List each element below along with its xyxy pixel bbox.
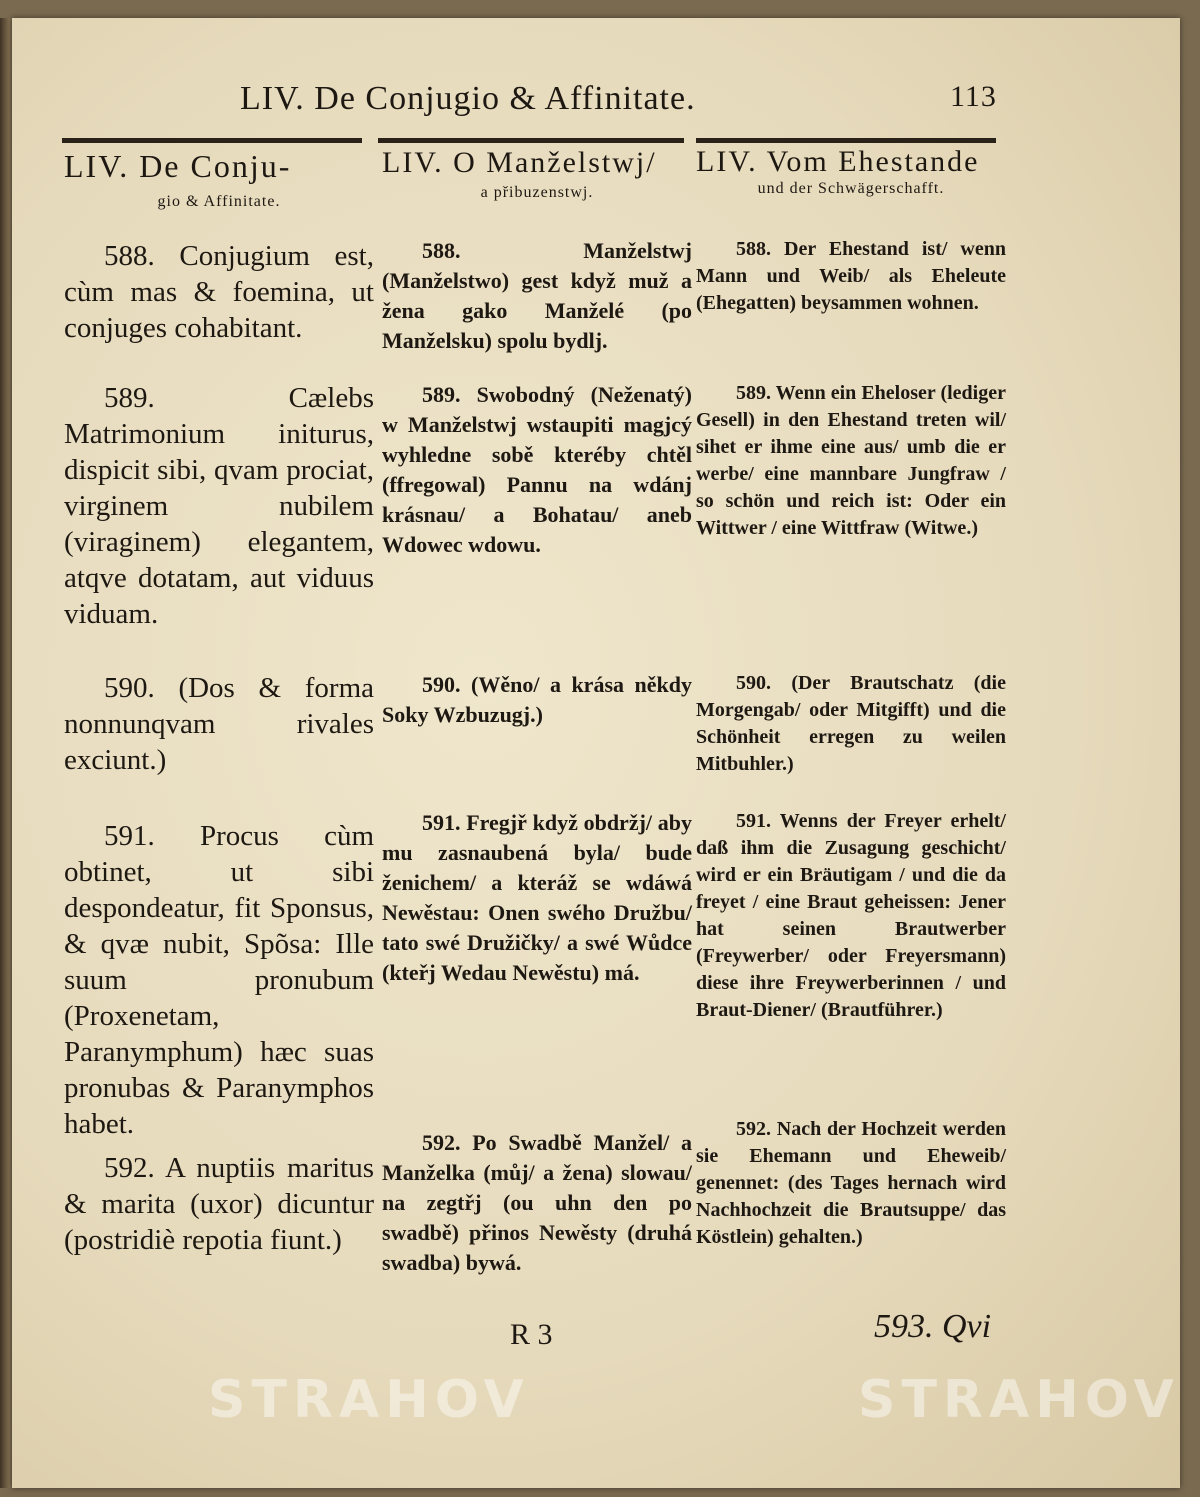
column-latin <box>64 148 374 1256</box>
german-entry-590: 590. (Der Brautschatz (die Morgengab/ oder Mitgifft) und die Schönheit erregen zu weilen Mitbuhler.) <box>696 672 1006 775</box>
czech-entry-590: 590. (Wěno/ a krása někdy Soky Wzbuzugj.) <box>382 672 692 727</box>
german-subheading: und der Schwägerschafft. <box>757 180 945 197</box>
german-entry-592: 592. Nach der Hochzeit werden sie Ehemann und Eheweib/ genennet: (des Tages hernach wird Nachhochzeit die Brautsuppe/ das Köstlein) gehalten.) <box>696 1118 1006 1248</box>
latin-entry-592: 592. A nuptiis maritus & marita (uxor) dicuntur (postridiè repotia fiunt.) <box>64 1152 374 1256</box>
running-head-title: LIV. De Conjugio & Affinitate. <box>240 80 696 117</box>
latin-heading: LIV. De Conju- <box>64 148 292 184</box>
latin-entry-591: 591. Procus cùm obtinet, ut sibi despondeatur, fit Sponsus, & qvæ nubit, Spõsa: Ille suum pronubum (Proxenetam, Paranymphum) hæc suas pronubas & Paranymphos habet. <box>64 820 374 1140</box>
page-number: 113 <box>950 80 997 113</box>
czech-entry-589: 589. Swobodný (Neženatý) w Manželstwj wstaupiti magjcý wyhledne sobě kteréby chtěl (ffregowal) Pannu na wdánj krásnau/ a Bohatau/ aneb Wdowec wdowu. <box>382 382 692 557</box>
signature-mark: R 3 <box>510 1318 553 1351</box>
latin-entry-589: 589. Cælebs Matrimonium initurus, dispicit sibi, qvam prociat, virginem nubilem (viraginem) elegantem, atqve dotatam, aut viduus viduam. <box>64 382 374 630</box>
latin-subheading: gio & Affinitate. <box>157 193 281 210</box>
library-watermark: STRAHOV <box>208 1370 530 1430</box>
book-page <box>12 18 1180 1488</box>
german-entry-589: 589. Wenn ein Eheloser (lediger Gesell) in den Ehestand treten wil/ sihet er ihme eine aus/ umb die er werbe/ eine mannbare Jungfraw / so schön und reich ist: Oder ein Wittwer / eine Wittfraw (Witwe.) <box>696 382 1006 539</box>
column-rule-german <box>696 138 996 143</box>
catchword: 593. Qvi <box>874 1308 992 1345</box>
czech-subheading: a přibuzenstwj. <box>480 184 594 201</box>
latin-entry-588: 588. Conjugium est, cùm mas & foemina, ut conjuges cohabitant. <box>64 240 374 344</box>
column-rule-latin <box>62 138 362 143</box>
book-spine <box>0 18 10 1488</box>
latin-entry-590: 590. (Dos & forma nonnunqvam rivales exciunt.) <box>64 672 374 776</box>
library-watermark: STRAHOV <box>858 1370 1180 1430</box>
german-heading: LIV. Vom Ehestande <box>696 145 980 178</box>
czech-heading: LIV. O Manželstwj/ <box>382 146 657 179</box>
german-entry-588: 588. Der Ehestand ist/ wenn Mann und Weib/ als Eheleute (Ehegatten) beysammen wohnen. <box>696 238 1006 314</box>
column-rule-czech <box>378 138 684 143</box>
german-entry-591: 591. Wenns der Freyer erhelt/ daß ihm die Zusagung geschicht/ wird er ein Bräutigam / und die da freyet / eine Braut geheissen: Jener hat seinen Brautwerber (Freywerber/ oder Freyersmann) diese ihre Freywerberinnen / und Braut-Diener/ (Brautführer.) <box>696 810 1006 1021</box>
czech-entry-592: 592. Po Swadbě Manžel/ a Manželka (můj/ a žena) slowau/ na zegtřj (ou uhn den po swadbě) přinos Newěsty (druhá swadba) bywá. <box>382 1130 692 1275</box>
column-german <box>696 145 1006 1248</box>
column-czech <box>382 146 692 1275</box>
czech-entry-591: 591. Fregjř když obdržj/ aby mu zasnaubená byla/ bude ženichem/ a kteráž se wdáwá Newěstau: Onen swého Družbu/ tato swé Družičky/ a swé Wůdce (kteřj Wedau Newěstu) má. <box>382 810 692 985</box>
czech-entry-588: 588. Manželstwj (Manželstwo) gest když muž a žena gako Manželé (po Manželsku) spolu bydlj. <box>382 238 692 353</box>
